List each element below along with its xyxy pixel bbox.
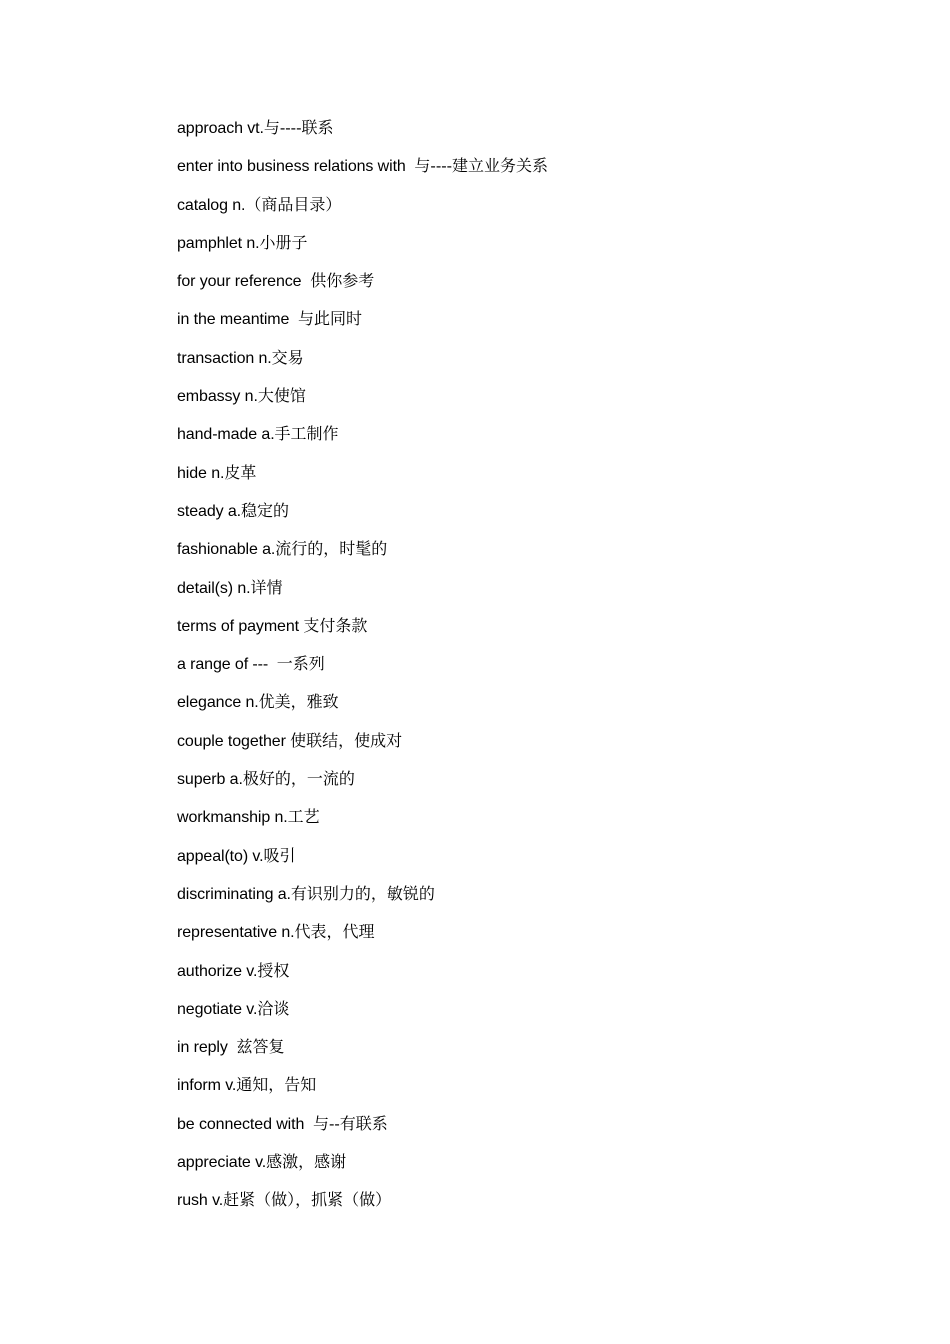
- vocab-entry: [177, 117, 548, 155]
- vocab-entry: [177, 921, 548, 959]
- vocab-translation: 详情: [250, 577, 283, 597]
- vocab-translation: 与此同时: [298, 309, 363, 329]
- vocab-term: elegance n.: [177, 694, 259, 712]
- vocab-entry: [177, 615, 548, 653]
- vocab-entry: [177, 730, 548, 768]
- vocab-term: rush v.: [177, 1192, 224, 1210]
- vocab-entry: [177, 347, 548, 385]
- vocab-translation: 一系列: [276, 654, 325, 674]
- vocab-term: authorize v.: [177, 962, 258, 980]
- vocab-entry: [177, 653, 548, 691]
- vocab-term: representative n.: [177, 924, 295, 942]
- vocab-entry: [177, 270, 548, 308]
- vocab-entry: [177, 1151, 548, 1189]
- vocab-translation: 皮革: [224, 462, 257, 482]
- vocab-term: enter into business relations with: [177, 158, 415, 176]
- vocab-entry: [177, 155, 548, 193]
- vocab-translation: 吸引: [263, 845, 296, 865]
- vocab-term: transaction n.: [177, 349, 272, 367]
- vocab-translation: 支付条款: [303, 615, 368, 635]
- vocab-translation: 感激，感谢: [266, 1152, 347, 1172]
- vocab-entry: [177, 883, 548, 921]
- vocab-term: approach vt.: [177, 120, 264, 137]
- vocab-term: for your reference: [177, 273, 311, 291]
- vocab-entry: [177, 308, 548, 346]
- vocab-entry: [177, 768, 548, 806]
- vocab-term: a range of ---: [177, 656, 277, 674]
- vocab-translation: 大使馆: [257, 386, 306, 406]
- vocab-term: appreciate v.: [177, 1154, 267, 1172]
- vocab-term: in the meantime: [177, 311, 299, 329]
- vocab-entry: [177, 1113, 548, 1151]
- vocab-term: pamphlet n.: [177, 234, 260, 252]
- vocab-entry: [177, 232, 548, 270]
- vocab-term: discriminating a.: [177, 885, 291, 903]
- vocab-translation: 洽谈: [257, 998, 290, 1018]
- vocab-translation: 赶紧（做），抓紧（做）: [223, 1190, 392, 1210]
- vocab-entry: [177, 194, 548, 232]
- vocab-term: steady a.: [177, 502, 242, 520]
- vocab-translation: 极好的，一流的: [242, 769, 355, 789]
- vocab-term: embassy n.: [177, 388, 258, 406]
- vocabulary-list: [177, 117, 548, 1228]
- vocab-entry: [177, 998, 548, 1036]
- vocab-translation: 供你参考: [310, 271, 375, 291]
- vocab-entry: [177, 691, 548, 729]
- vocab-term: fashionable a.: [177, 541, 276, 559]
- vocab-entry: [177, 845, 548, 883]
- vocab-entry: [177, 577, 548, 615]
- vocab-entry: [177, 806, 548, 844]
- vocab-translation: 交易: [271, 347, 304, 367]
- vocab-translation: 授权: [257, 960, 290, 980]
- vocab-term: superb a.: [177, 771, 243, 789]
- vocab-translation: 与--有联系: [312, 1113, 388, 1133]
- vocab-term: hide n.: [177, 464, 225, 482]
- vocab-term: appeal(to) v.: [177, 847, 264, 865]
- vocab-translation: 稳定的: [241, 500, 290, 520]
- vocab-translation: 优美，雅致: [258, 692, 339, 712]
- vocab-term: hand-made a.: [177, 426, 275, 444]
- vocab-term: inform v.: [177, 1077, 237, 1095]
- vocab-translation: （商品目录）: [245, 194, 342, 214]
- vocab-translation: 兹答复: [236, 1037, 285, 1057]
- vocab-translation: 通知，告知: [236, 1075, 317, 1095]
- vocab-term: in reply: [177, 1039, 237, 1057]
- vocab-entry: [177, 385, 548, 423]
- vocab-entry: [177, 1036, 548, 1074]
- vocab-translation: 使联结，使成对: [290, 730, 403, 750]
- vocab-term: be connected with: [177, 1115, 313, 1133]
- vocab-term: catalog n.: [177, 196, 246, 214]
- vocab-entry: [177, 423, 548, 461]
- vocab-translation: 工艺: [287, 807, 320, 827]
- vocab-translation: 与----建立业务关系: [414, 156, 549, 176]
- vocab-translation: 与----联系: [263, 118, 334, 137]
- vocab-term: negotiate v.: [177, 1000, 258, 1018]
- vocab-translation: 有识别力的，敏锐的: [290, 883, 435, 903]
- vocab-entry: [177, 960, 548, 998]
- vocab-term: couple together: [177, 732, 291, 750]
- vocab-entry: [177, 462, 548, 500]
- vocab-translation: 小册子: [259, 232, 308, 252]
- vocab-entry: [177, 538, 548, 576]
- vocab-translation: 手工制作: [274, 424, 339, 444]
- vocab-term: detail(s) n.: [177, 579, 251, 597]
- vocab-translation: 代表，代理: [294, 922, 375, 942]
- vocab-term: terms of payment: [177, 617, 304, 635]
- vocab-term: workmanship n.: [177, 809, 288, 827]
- vocab-entry: [177, 500, 548, 538]
- vocab-entry: [177, 1074, 548, 1112]
- vocab-entry: [177, 1189, 548, 1227]
- vocab-translation: 流行的，时髦的: [275, 539, 388, 559]
